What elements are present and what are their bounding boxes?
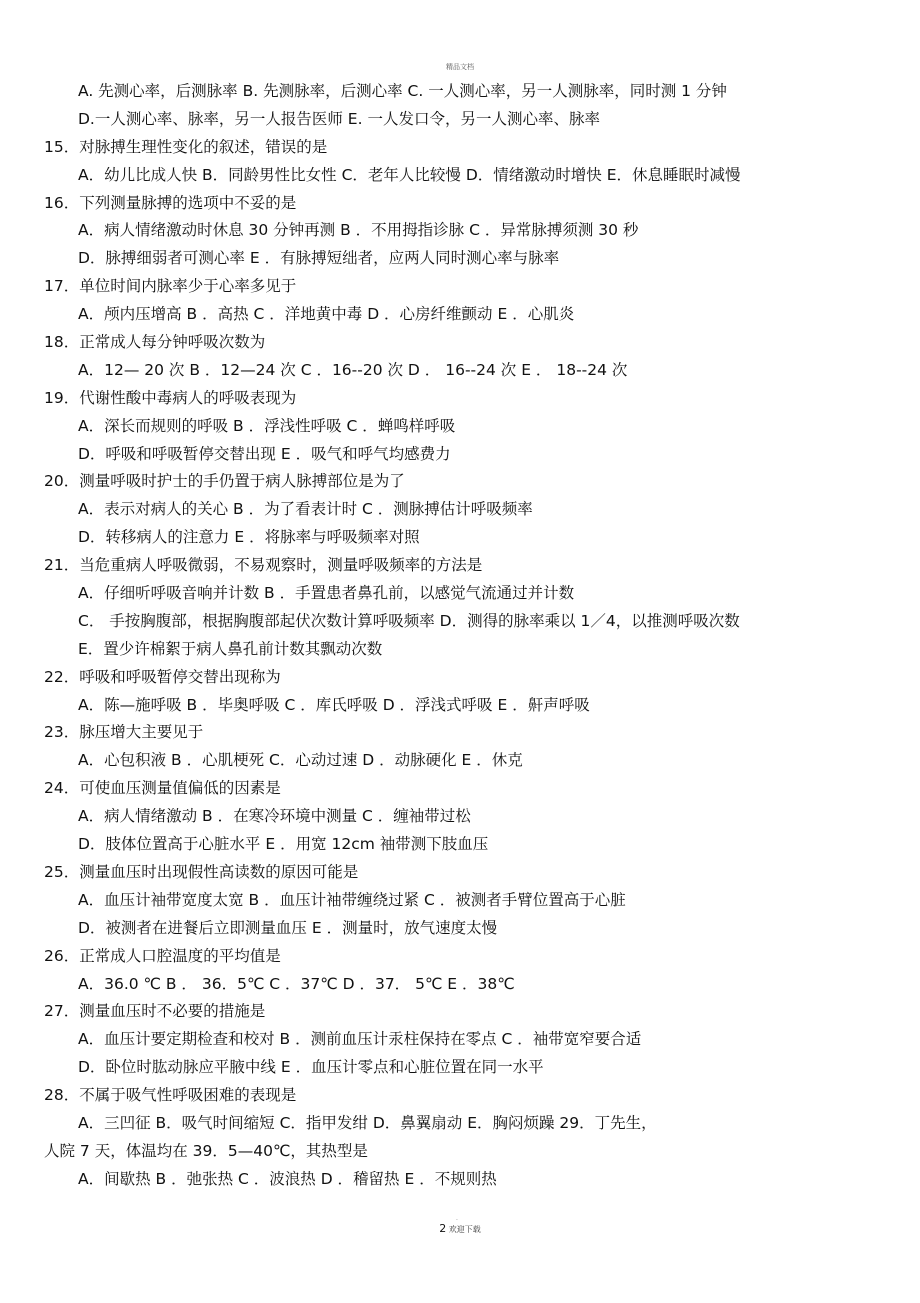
- option-line: D.一人测心率、脉率，另一人报告医师 E. 一人发口令，另一人测心率、脉率: [78, 109, 600, 128]
- option-line: A．三凹征 B．吸气时间缩短 C．指甲发绀 D．鼻翼扇动 E．胸闷烦躁 29．丁先生，: [78, 1113, 657, 1132]
- option-line: A．深长而规则的呼吸 B ．浮浅性呼吸 C ．蝉鸣样呼吸: [78, 416, 456, 435]
- document-body: [44, 78, 880, 1194]
- option-line: A．仔细听呼吸音响并计数 B ．手置患者鼻孔前，以感觉气流通过并计数: [78, 584, 575, 603]
- question-stem: 15．对脉搏生理性变化的叙述，错误的是: [44, 137, 328, 156]
- option-line: A．颅内压增高 B ．高热 C ．洋地黄中毒 D ．心房纤维颤动 E ．心肌炎: [78, 305, 575, 324]
- option-line: A．12— 20 次 B ．12—24 次 C ．16--20 次 D ． 16--24 次 E ． 18--24 次: [78, 360, 628, 379]
- option-line: D．卧位时肱动脉应平腋中线 E ．血压计零点和心脏位置在同一水平: [78, 1058, 544, 1077]
- option-line: A．病人情绪激动 B ．在寒冷环境中测量 C ．缠袖带过松: [78, 807, 471, 826]
- question-stem: 23．脉压增大主要见于: [44, 723, 204, 742]
- option-line: E．置少许棉絮于病人鼻孔前计数其飘动次数: [78, 639, 383, 658]
- question-stem: 22．呼吸和呼吸暂停交替出现称为: [44, 667, 281, 686]
- option-line: D．转移病人的注意力 E ．将脉率与呼吸频率对照: [78, 528, 420, 547]
- option-line: A. 先测心率，后测脉率 B. 先测脉率，后测心率 C. 一人测心率，另一人测脉率，同时测 1 分钟: [78, 82, 727, 100]
- option-line: 人院 7 天，体温均在 39．5—40℃，其热型是: [44, 1141, 368, 1160]
- question-stem: 20．测量呼吸时护士的手仍置于病人脉搏部位是为了: [44, 472, 405, 491]
- option-line: A．心包积液 B ．心肌梗死 C．心动过速 D ．动脉硬化 E ．休克: [78, 751, 523, 770]
- option-line: A．血压计袖带宽度太宽 B ．血压计袖带缠绕过紧 C ．被测者手臂位置高于心脏: [78, 890, 626, 909]
- option-line: A．间歇热 B ．弛张热 C ．波浪热 D ．稽留热 E ．不规则热: [78, 1169, 497, 1188]
- page-number: 2: [439, 1222, 447, 1235]
- option-line: A．幼儿比成人快 B．同龄男性比女性 C．老年人比较慢 D．情绪激动时增快 E．休息睡眠时减慢: [78, 165, 741, 184]
- option-line: D．肢体位置高于心脏水平 E ．用宽 12cm 袖带测下肢血压: [78, 835, 489, 854]
- option-line: A．表示对病人的关心 B ．为了看表计时 C ．测脉搏估计呼吸频率: [78, 500, 533, 519]
- question-stem: 19．代谢性酸中毒病人的呼吸表现为: [44, 388, 297, 407]
- option-line: C． 手按胸腹部，根据胸腹部起伏次数计算呼吸频率 D．测得的脉率乘以 1／4，以推测呼吸次数: [78, 611, 740, 630]
- question-stem: 26．正常成人口腔温度的平均值是: [44, 946, 281, 965]
- question-stem: 16．下列测量脉搏的选项中不妥的是: [44, 193, 297, 212]
- option-line: D．呼吸和呼吸暂停交替出现 E ．吸气和呼气均感费力: [78, 444, 451, 463]
- footer-dot: .: [456, 1215, 458, 1222]
- footer-text: 欢迎下载: [448, 1225, 481, 1234]
- question-stem: 25．测量血压时出现假性高读数的原因可能是: [44, 862, 359, 881]
- question-stem: 24．可使血压测量值偏低的因素是: [44, 779, 281, 798]
- option-line: D．脉搏细弱者可测心率 E ．有脉搏短绌者，应两人同时测心率与脉率: [78, 249, 560, 268]
- question-stem: 17．单位时间内脉率少于心率多见于: [44, 277, 297, 296]
- option-line: A．陈—施呼吸 B ．毕奥呼吸 C ．库氏呼吸 D ．浮浅式呼吸 E ．鼾声呼吸: [78, 695, 590, 714]
- option-line: A．病人情绪激动时休息 30 分钟再测 B ．不用拇指诊脉 C ．异常脉搏须测 30 秒: [78, 221, 639, 240]
- page-footer: [0, 1215, 920, 1235]
- question-stem: 27．测量血压时不必要的措施是: [44, 1002, 266, 1021]
- question-stem: 18．正常成人每分钟呼吸次数为: [44, 333, 266, 352]
- option-line: A．血压计要定期检查和校对 B ．测前血压计汞柱保持在零点 C ．袖带宽窄要合适: [78, 1030, 642, 1049]
- page-header: 精品文档: [446, 63, 474, 71]
- question-stem: 28．不属于吸气性呼吸困难的表现是: [44, 1086, 297, 1105]
- option-line: D．被测者在进餐后立即测量血压 E ．测量时，放气速度太慢: [78, 918, 498, 937]
- question-stem: 21．当危重病人呼吸微弱，不易观察时，测量呼吸频率的方法是: [44, 556, 483, 575]
- option-line: A．36.0 ℃ B ． 36．5℃ C ．37℃ D ．37． 5℃ E ．38℃: [78, 974, 515, 993]
